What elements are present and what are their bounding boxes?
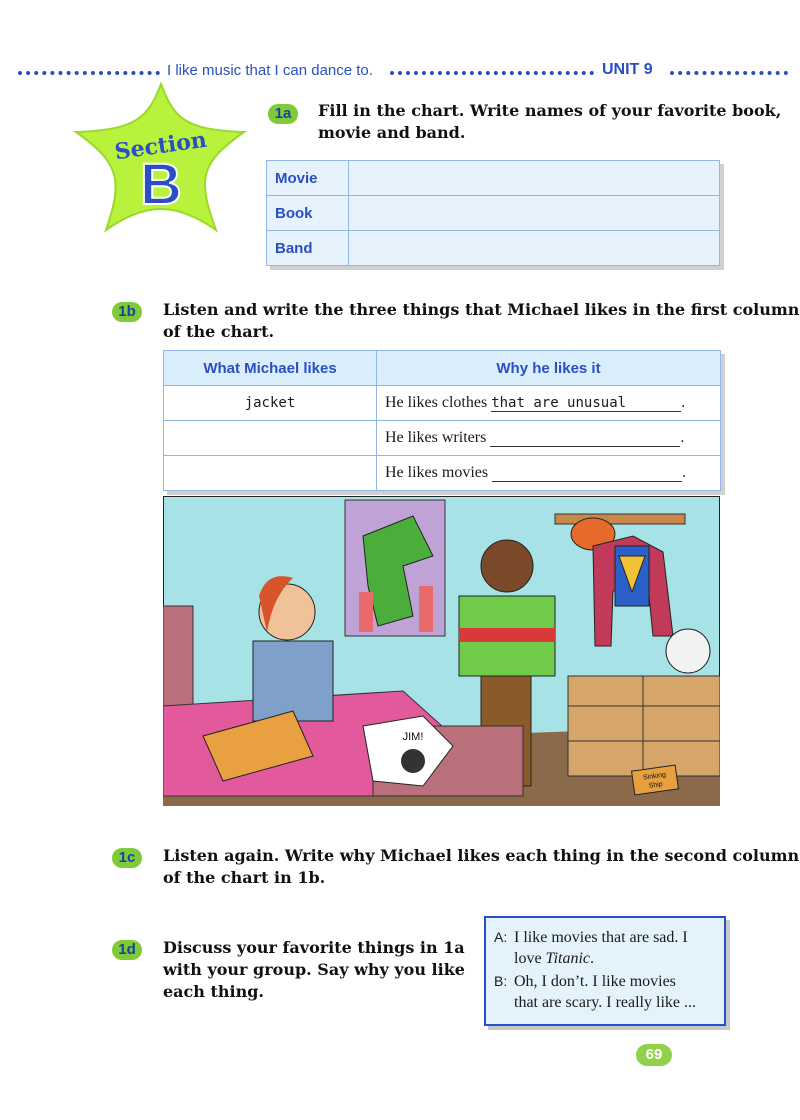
speaker-b: B: bbox=[494, 973, 508, 989]
dialog-a-movie-title: Titanic bbox=[545, 950, 590, 967]
book-title-line1: Sinking bbox=[642, 771, 667, 782]
instruction-1a bbox=[318, 100, 781, 144]
thing-cell[interactable] bbox=[164, 456, 377, 491]
row-label-book: Book bbox=[267, 196, 349, 231]
reason-text: He likes movies bbox=[385, 464, 489, 481]
reason-cell: He likes writers . bbox=[377, 421, 721, 456]
dialog-line-a1 bbox=[494, 926, 688, 949]
thing-cell[interactable]: jacket bbox=[164, 386, 377, 421]
thing-cell[interactable] bbox=[164, 421, 377, 456]
reason-cell: He likes clothes that are unusual . bbox=[377, 386, 721, 421]
answer-blank[interactable] bbox=[492, 481, 682, 482]
sample-dialog-box bbox=[484, 916, 726, 1026]
header-dots-left bbox=[18, 71, 168, 75]
badge-1c: 1c bbox=[112, 848, 142, 868]
dialog-a-text2-prefix: love bbox=[514, 950, 546, 967]
instruction-1b-line1: Listen and write the three things that Michael likes in the first column bbox=[163, 300, 800, 319]
table-row bbox=[267, 196, 720, 231]
column-header-why: Why he likes it bbox=[377, 351, 721, 386]
row-label-movie: Movie bbox=[267, 161, 349, 196]
instruction-1d-line2: with your group. Say why you like bbox=[163, 960, 465, 979]
table-row bbox=[164, 421, 721, 456]
page-number: 69 bbox=[636, 1044, 672, 1066]
book-answer-cell[interactable] bbox=[349, 196, 720, 231]
instruction-1d-line3: each thing. bbox=[163, 982, 264, 1001]
instruction-1c-line2: of the chart in 1b. bbox=[163, 868, 326, 887]
header-dots-middle bbox=[390, 71, 602, 75]
header-dots-right bbox=[670, 71, 788, 75]
table-row bbox=[164, 456, 721, 491]
instruction-1a-line2: movie and band. bbox=[318, 123, 466, 142]
table-header-row bbox=[164, 351, 721, 386]
dialog-line-b1 bbox=[494, 970, 676, 993]
instruction-1b bbox=[163, 299, 799, 343]
unit-label: UNIT 9 bbox=[598, 61, 657, 79]
section-label: Section bbox=[113, 126, 209, 166]
instruction-1c bbox=[163, 845, 799, 889]
reason-cell: He likes movies . bbox=[377, 456, 721, 491]
dialog-a-text1: I like movies that are sad. I bbox=[514, 929, 688, 946]
section-letter: B bbox=[140, 152, 182, 217]
badge-1b: 1b bbox=[112, 302, 142, 322]
speaker-a: A: bbox=[494, 929, 508, 945]
answer-blank[interactable]: that are unusual bbox=[491, 395, 681, 412]
badge-1a: 1a bbox=[268, 104, 298, 124]
reason-text: He likes writers bbox=[385, 429, 487, 446]
instruction-1d bbox=[163, 937, 465, 1003]
instruction-1c-line1: Listen again. Write why Michael likes each thing in the second column bbox=[163, 846, 800, 865]
dialog-line-a2 bbox=[514, 948, 594, 970]
shirt-text: JIM! bbox=[402, 731, 424, 743]
dialog-line-b2: that are scary. I really like ... bbox=[514, 994, 696, 1011]
lesson-title: I like music that I can dance to. bbox=[163, 62, 377, 79]
band-answer-cell[interactable] bbox=[349, 231, 720, 266]
reason-text: He likes clothes bbox=[385, 394, 488, 411]
dialog-b-text1: Oh, I don’t. I like movies bbox=[514, 973, 676, 990]
table-row bbox=[267, 161, 720, 196]
favorites-chart bbox=[266, 160, 720, 266]
instruction-1d-line1: Discuss your favorite things in 1a bbox=[163, 938, 465, 957]
section-star-badge bbox=[66, 78, 256, 238]
badge-1d: 1d bbox=[112, 940, 142, 960]
bedroom-illustration bbox=[163, 496, 720, 806]
answer-blank[interactable] bbox=[490, 446, 680, 447]
movie-answer-cell[interactable] bbox=[349, 161, 720, 196]
row-label-band: Band bbox=[267, 231, 349, 266]
book-title-line2: Ship bbox=[648, 781, 664, 790]
table-row bbox=[164, 386, 721, 421]
dialog-a-text2-suffix: . bbox=[590, 950, 594, 967]
table-row bbox=[267, 231, 720, 266]
michael-likes-chart bbox=[163, 350, 721, 491]
column-header-what: What Michael likes bbox=[164, 351, 377, 386]
instruction-1b-line2: of the chart. bbox=[163, 322, 275, 341]
instruction-1a-line1: Fill in the chart. Write names of your favorite book, bbox=[318, 101, 782, 120]
